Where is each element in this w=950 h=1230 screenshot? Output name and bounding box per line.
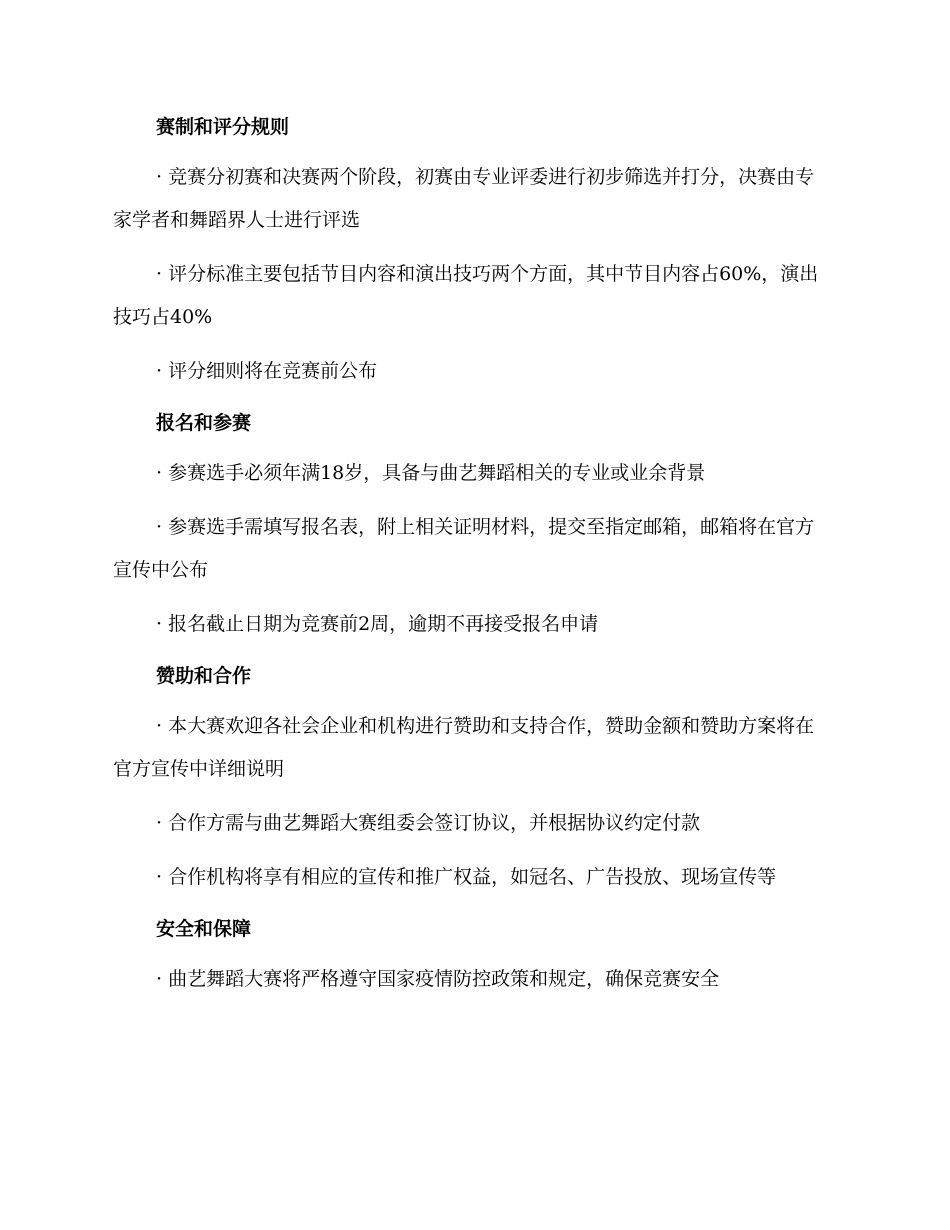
section-safety	[113, 910, 825, 1001]
section-rules	[113, 108, 825, 393]
paragraph: · 合作机构将享有相应的宣传和推广权益，如冠名、广告投放、现场宣传等	[156, 866, 777, 888]
section-registration	[113, 404, 825, 646]
paragraph: · 合作方需与曲艺舞蹈大赛组委会签订协议，并根据协议约定付款	[156, 812, 701, 834]
paragraph: · 竞赛分初赛和决赛两个阶段，初赛由专业评委进行初步筛选并打分，决赛由专家学者和舞蹈界人士进行评选	[113, 166, 815, 231]
paragraph: · 参赛选手需填写报名表，附上相关证明材料，提交至指定邮箱，邮箱将在官方宣传中公布	[113, 516, 815, 581]
paragraph: · 本大赛欢迎各社会企业和机构进行赞助和支持合作，赞助金额和赞助方案将在官方宣传中详细说明	[113, 715, 815, 780]
paragraph: · 报名截止日期为竞赛前2周，逾期不再接受报名申请	[156, 613, 599, 635]
section-sponsorship	[113, 657, 825, 899]
section-heading: 报名和参赛	[156, 412, 252, 434]
section-heading: 安全和保障	[156, 918, 252, 940]
paragraph: · 曲艺舞蹈大赛将严格遵守国家疫情防控政策和规定，确保竞赛安全	[156, 968, 720, 990]
section-heading: 赞助和合作	[156, 665, 252, 687]
section-heading: 赛制和评分规则	[156, 116, 290, 138]
paragraph: · 参赛选手必须年满18岁，具备与曲艺舞蹈相关的专业或业余背景	[156, 462, 706, 484]
paragraph: · 评分细则将在竞赛前公布	[156, 360, 378, 382]
document-body	[113, 108, 825, 1012]
paragraph: · 评分标准主要包括节目内容和演出技巧两个方面，其中节目内容占60%，演出技巧占40%	[113, 263, 819, 328]
